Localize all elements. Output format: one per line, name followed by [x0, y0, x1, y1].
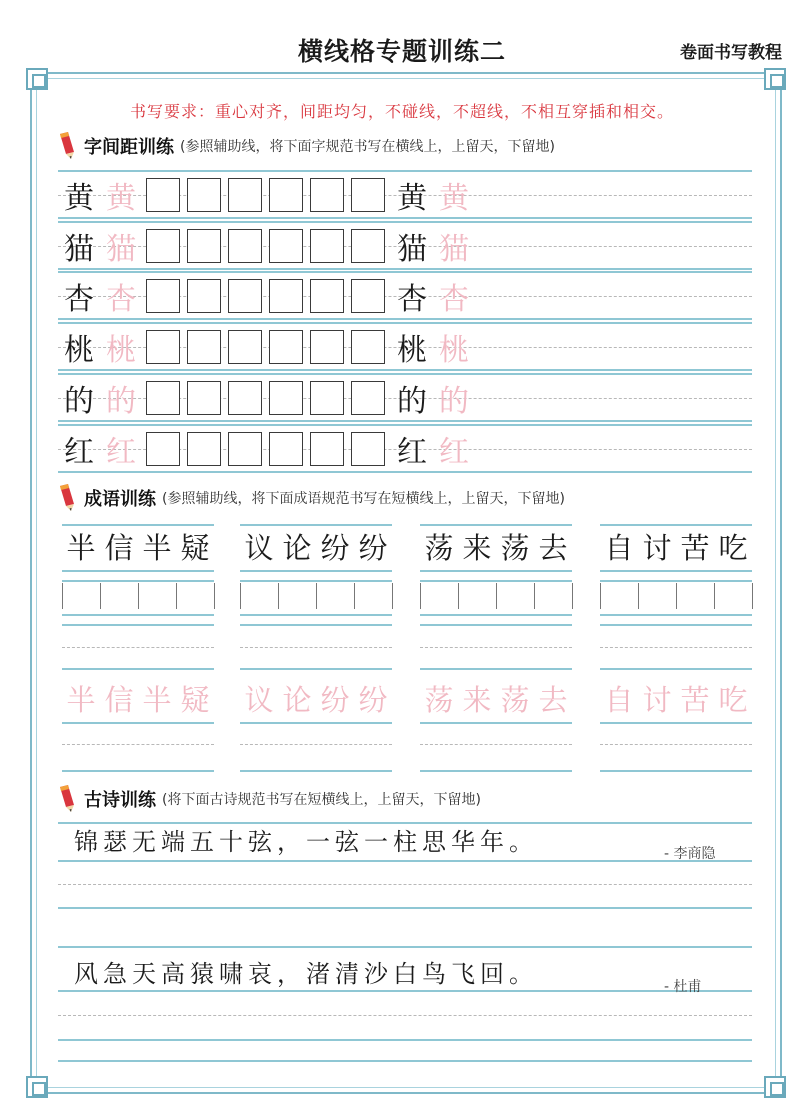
- idiom-model: [600, 528, 752, 568]
- idiom-character: 苦: [680, 531, 710, 565]
- character-row: [58, 174, 752, 216]
- idiom-practice-top: [600, 580, 752, 582]
- practice-box: [351, 229, 385, 263]
- practice-box: [228, 279, 262, 313]
- practice-box: [269, 178, 303, 212]
- idiom-practice-line: [240, 722, 392, 724]
- guide-line-bottom: [58, 217, 752, 219]
- character-row: [58, 428, 752, 470]
- idiom-practice-top: [420, 580, 572, 582]
- idiom-section-note: (参照辅助线，将下面成语规范书写在短横线上，上留天，下留地): [162, 491, 565, 507]
- model-character: 的: [397, 384, 427, 419]
- frame-corner-top-left: [26, 68, 48, 90]
- practice-box: [228, 330, 262, 364]
- practice-box: [351, 279, 385, 313]
- idiom-character: 荡: [500, 531, 530, 565]
- character-row: [58, 326, 752, 368]
- practice-box: [310, 229, 344, 263]
- practice-box: [146, 279, 180, 313]
- trace-character: 红: [439, 435, 469, 470]
- idiom-practice-tick: [62, 583, 63, 609]
- character-row: [58, 275, 752, 317]
- idiom-practice-tick: [534, 583, 535, 609]
- idiom-trace-character: 信: [104, 683, 134, 717]
- poem-guide-line: [58, 907, 752, 909]
- idiom-practice-line: [420, 722, 572, 724]
- idiom-trace-character: 自: [604, 683, 634, 717]
- idiom-practice-tick: [176, 583, 177, 609]
- idiom-practice-line: [240, 668, 392, 670]
- spacing-section-note: (参照辅助线，将下面字规范书写在横线上，上留天，下留地): [180, 139, 555, 155]
- idiom-practice-line: [600, 722, 752, 724]
- poem-guide-line: [58, 884, 752, 885]
- practice-box: [310, 432, 344, 466]
- poem-guide-line: [58, 1015, 752, 1016]
- practice-box: [146, 432, 180, 466]
- idiom-practice-line: [600, 770, 752, 772]
- poem-guide-line: [58, 1039, 752, 1041]
- practice-box: [187, 381, 221, 415]
- model-character: 的: [64, 384, 94, 419]
- idiom-practice-tick: [600, 583, 601, 609]
- idiom-guide-top: [62, 524, 214, 526]
- idiom-practice-dashed: [62, 647, 214, 648]
- idiom-practice-line: [420, 668, 572, 670]
- idiom-trace: [62, 680, 214, 720]
- idiom-trace: [240, 680, 392, 720]
- poem-line: 风急天高猿啸哀，渚清沙白鸟飞回。: [74, 960, 538, 988]
- idiom-practice-line: [600, 624, 752, 626]
- practice-box: [310, 381, 344, 415]
- idiom-trace: [420, 680, 572, 720]
- practice-box: [269, 330, 303, 364]
- idiom-guide-line: [240, 570, 392, 572]
- trace-character: 杏: [106, 282, 136, 317]
- idiom-practice-line: [62, 624, 214, 626]
- poem-guide-line: [58, 990, 752, 992]
- idiom-practice-tick: [278, 583, 279, 609]
- idiom-practice-dashed: [240, 647, 392, 648]
- idiom-guide-line: [420, 570, 572, 572]
- practice-box: [187, 330, 221, 364]
- character-row: [58, 377, 752, 419]
- idiom-practice-tick: [316, 583, 317, 609]
- poem-line: 锦瑟无端五十弦，一弦一柱思华年。: [74, 828, 538, 856]
- trace-character: 红: [106, 435, 136, 470]
- idiom-character: 吃: [718, 531, 748, 565]
- page-title: 横线格专题训练二: [297, 37, 506, 66]
- idiom-trace-character: 来: [462, 683, 492, 717]
- corner-label: 卷面书写教程: [680, 43, 782, 63]
- idiom-trace: [600, 680, 752, 720]
- idiom-practice-tick: [138, 583, 139, 609]
- idiom-trace-character: 疑: [180, 683, 210, 717]
- practice-box: [310, 330, 344, 364]
- spacing-section-heading: [56, 131, 555, 161]
- trace-character: 猫: [106, 232, 136, 267]
- practice-box: [228, 432, 262, 466]
- practice-box: [310, 178, 344, 212]
- idiom-practice-tick: [714, 583, 715, 609]
- practice-box: [351, 330, 385, 364]
- idiom-practice-line: [420, 770, 572, 772]
- trace-character: 黄: [106, 181, 136, 216]
- practice-box: [187, 279, 221, 313]
- guide-line-bottom: [58, 471, 752, 473]
- idiom-practice-tick: [676, 583, 677, 609]
- idiom-character: 来: [462, 531, 492, 565]
- practice-box: [269, 279, 303, 313]
- model-character: 桃: [64, 333, 94, 368]
- idiom-trace-character: 纷: [358, 683, 388, 717]
- spacing-section-title: 字间距训练: [84, 137, 174, 158]
- practice-box: [269, 229, 303, 263]
- idiom-practice-tick: [638, 583, 639, 609]
- model-character: 红: [397, 435, 427, 470]
- idiom-guide-top: [600, 524, 752, 526]
- idiom-character: 讨: [642, 531, 672, 565]
- pencil-icon: [56, 132, 78, 160]
- idiom-practice-dashed: [600, 647, 752, 648]
- guide-line-top: [58, 322, 752, 324]
- idiom-trace-character: 去: [538, 683, 568, 717]
- idiom-practice-bottom: [240, 614, 392, 616]
- idiom-model: [420, 528, 572, 568]
- practice-box: [351, 381, 385, 415]
- idiom-character: 半: [66, 531, 96, 565]
- idiom-practice-tick: [100, 583, 101, 609]
- practice-box: [351, 178, 385, 212]
- model-character: 杏: [397, 282, 427, 317]
- practice-box: [146, 178, 180, 212]
- idiom-trace-character: 纷: [320, 683, 350, 717]
- guide-line-top: [58, 424, 752, 426]
- idiom-practice-bottom: [600, 614, 752, 616]
- idiom-model: [240, 528, 392, 568]
- idiom-practice-line: [420, 624, 572, 626]
- poetry-section-note: (将下面古诗规范书写在短横线上，上留天，下留地): [162, 792, 481, 808]
- idiom-practice-line: [600, 668, 752, 670]
- idiom-trace-character: 议: [244, 683, 274, 717]
- practice-box: [310, 279, 344, 313]
- idiom-character: 论: [282, 531, 312, 565]
- practice-box: [187, 178, 221, 212]
- trace-character: 桃: [439, 333, 469, 368]
- idiom-practice-bottom: [420, 614, 572, 616]
- idiom-practice-dashed: [420, 647, 572, 648]
- model-character: 黄: [397, 181, 427, 216]
- idiom-practice-dashed: [600, 744, 752, 745]
- practice-box: [351, 432, 385, 466]
- idiom-character: 信: [104, 531, 134, 565]
- writing-requirements: 书写要求：重心对齐，间距均匀，不碰线，不超线，不相互穿插和相交。: [129, 102, 674, 121]
- idiom-practice-tick: [354, 583, 355, 609]
- practice-box: [228, 229, 262, 263]
- idiom-character: 议: [244, 531, 274, 565]
- trace-character: 猫: [439, 232, 469, 267]
- model-character: 黄: [64, 181, 94, 216]
- idiom-character: 纷: [358, 531, 388, 565]
- idiom-trace-character: 荡: [500, 683, 530, 717]
- idiom-guide-top: [420, 524, 572, 526]
- frame-corner-top-right: [764, 68, 786, 90]
- practice-box: [146, 229, 180, 263]
- guide-line-bottom: [58, 318, 752, 320]
- idiom-model: [62, 528, 214, 568]
- idiom-practice-line: [62, 722, 214, 724]
- idiom-practice-top: [240, 580, 392, 582]
- idiom-character: 半: [142, 531, 172, 565]
- poem-author: - 李商隐: [664, 846, 716, 862]
- idiom-trace-character: 半: [142, 683, 172, 717]
- guide-line-top: [58, 271, 752, 273]
- idiom-practice-tick: [572, 583, 573, 609]
- idiom-practice-dashed: [62, 744, 214, 745]
- guide-line-top: [58, 170, 752, 172]
- idiom-practice-tick: [392, 583, 393, 609]
- guide-line-bottom: [58, 369, 752, 371]
- idiom-section-title: 成语训练: [84, 489, 156, 510]
- idiom-practice-top: [62, 580, 214, 582]
- practice-box: [146, 330, 180, 364]
- guide-line-top: [58, 221, 752, 223]
- idiom-practice-tick: [214, 583, 215, 609]
- idiom-practice-line: [62, 770, 214, 772]
- idiom-practice-tick: [458, 583, 459, 609]
- trace-character: 的: [106, 384, 136, 419]
- poem-guide-line: [58, 1060, 752, 1062]
- poem-guide-line: [58, 946, 752, 948]
- idiom-practice-tick: [496, 583, 497, 609]
- trace-character: 桃: [106, 333, 136, 368]
- practice-box: [269, 381, 303, 415]
- idiom-trace-character: 荡: [424, 683, 454, 717]
- idiom-practice-tick: [420, 583, 421, 609]
- idiom-trace-character: 讨: [642, 683, 672, 717]
- trace-character: 杏: [439, 282, 469, 317]
- idiom-character: 荡: [424, 531, 454, 565]
- idiom-section-heading: [56, 483, 565, 513]
- idiom-practice-dashed: [420, 744, 572, 745]
- guide-line-bottom: [58, 420, 752, 422]
- practice-box: [146, 381, 180, 415]
- idiom-guide-line: [62, 570, 214, 572]
- poem-author: - 杜甫: [664, 979, 702, 995]
- idiom-practice-tick: [752, 583, 753, 609]
- idiom-practice-line: [62, 668, 214, 670]
- model-character: 猫: [64, 232, 94, 267]
- model-character: 桃: [397, 333, 427, 368]
- idiom-practice-dashed: [240, 744, 392, 745]
- idiom-trace-character: 论: [282, 683, 312, 717]
- pencil-icon: [56, 785, 78, 813]
- character-row: [58, 225, 752, 267]
- poem-guide-line: [58, 860, 752, 862]
- practice-box: [269, 432, 303, 466]
- practice-box: [187, 229, 221, 263]
- model-character: 猫: [397, 232, 427, 267]
- idiom-practice-tick: [240, 583, 241, 609]
- idiom-trace-character: 苦: [680, 683, 710, 717]
- model-character: 红: [64, 435, 94, 470]
- idiom-character: 纷: [320, 531, 350, 565]
- idiom-guide-line: [600, 570, 752, 572]
- idiom-trace-character: 半: [66, 683, 96, 717]
- trace-character: 黄: [439, 181, 469, 216]
- idiom-character: 疑: [180, 531, 210, 565]
- practice-box: [228, 178, 262, 212]
- practice-box: [187, 432, 221, 466]
- pencil-icon: [56, 484, 78, 512]
- frame-corner-bottom-left: [26, 1076, 48, 1098]
- idiom-character: 去: [538, 531, 568, 565]
- idiom-practice-line: [240, 770, 392, 772]
- frame-corner-bottom-right: [764, 1076, 786, 1098]
- poetry-section-title: 古诗训练: [84, 790, 156, 811]
- guide-line-bottom: [58, 268, 752, 270]
- model-character: 杏: [64, 282, 94, 317]
- idiom-practice-bottom: [62, 614, 214, 616]
- idiom-guide-top: [240, 524, 392, 526]
- guide-line-top: [58, 373, 752, 375]
- idiom-character: 自: [604, 531, 634, 565]
- poetry-section-heading: [56, 784, 481, 814]
- idiom-trace-character: 吃: [718, 683, 748, 717]
- practice-box: [228, 381, 262, 415]
- idiom-practice-line: [240, 624, 392, 626]
- trace-character: 的: [439, 384, 469, 419]
